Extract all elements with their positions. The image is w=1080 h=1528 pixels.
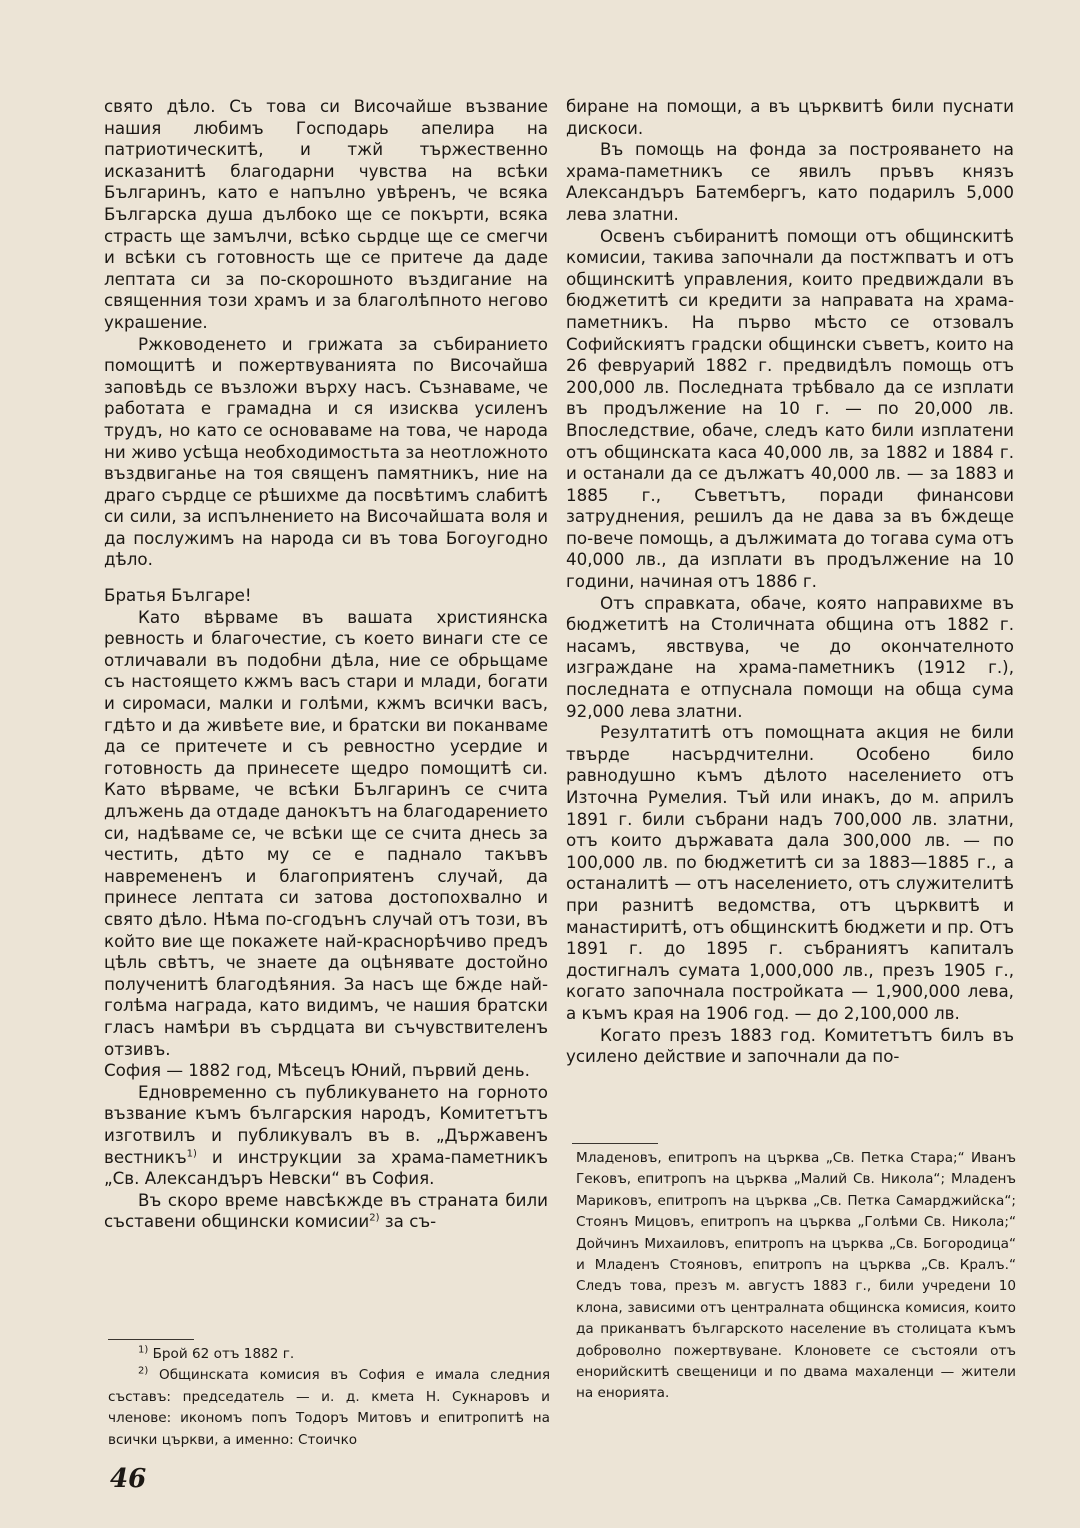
footnote-mark: 1) [138, 1344, 149, 1356]
paragraph: Освенъ събиранитѣ помощи отъ общинскитѣ комисии, такива започнали да постжпватъ и отъ общинскитѣ управления, които предвиждали въ бюджетитѣ си кредити за направата на храма-паметникъ. На първо мѣсто се отзовалъ Софийскиятъ градски общински съветъ, които на 26 февруарий 1882 г. предвидѣлъ помощь отъ 200,000 лв. Последната трѣбвало да се изплати въ продължение на 10 г. — по 20,000 лв. Впоследствие, обаче, следъ като били изплатени отъ общинската каса 40,000 лв, за 1882 и 1884 г. и останали да се дължатъ 40,000 лв. — за 1883 и 1885 г., Съветътъ, поради финансови затруднения, решилъ да не дава за въ бждеще по-вече помощь, а дължимата до тогава сума отъ 40,000 лв., да изплати въ продължение на 10 години, начиная отъ 1886 г. [566, 225, 1014, 592]
left-column [104, 96, 548, 1233]
footnote-mark: 2) [138, 1365, 149, 1377]
paragraph [104, 1082, 548, 1190]
footnote-ref: 1) [186, 1147, 197, 1159]
footnote [108, 1365, 550, 1451]
footnote-text: Брой 62 отъ 1882 г. [152, 1346, 295, 1362]
footnote-divider [572, 1143, 658, 1144]
text-run: Едновременно съ публикуването на горното възвание къмъ българския народъ, Комитетътъ изготвилъ и публикувалъ въ в. „Държавенъ вестникъ [104, 1081, 548, 1167]
paragraph: Отъ справката, обаче, която направихме въ бюджетитѣ на Столичната община отъ 1882 г. насамъ, явствува, че до окончателното изграждане на храма-паметникъ (1912 г.), последната е отпуснала помощи на обща сума 92,000 лева златни. [566, 592, 1014, 721]
paragraph: Когато презъ 1883 год. Комитетътъ билъ въ усилено действие и започнали да по- [566, 1024, 1014, 1067]
footnote-divider [108, 1339, 194, 1340]
footnote [108, 1344, 550, 1365]
text-run: и инструкции за храма-паметникъ „Св. Александъръ Невски“ въ София. [104, 1146, 548, 1189]
footnote-text: Общинската комисия въ София е имала следния съставъ: председатель — и. д. кмета Н. Сукнаровъ и членове: икономъ попъ Тодоръ Митовъ и епитропитѣ на всички църкви, а именно: Стоичко [108, 1367, 550, 1448]
paragraph: Като вѣрваме въ вашата християнска ревность и благочестие, съ което винаги сте се отличавали въ подобни дѣла, ние се обрьщаме съ настоящето кжмъ васъ стари и млади, богати и сиромаси, малки и голѣми, кжмъ всички васъ, гдѣто и да живѣете вие, и братски ви поканваме да се притечете и съ ревностно усердие и готовность да принесете щедро помощитѣ си. Като вѣрваме, че всѣки Българинъ се счита длъжень да отдаде данокътъ на благодарението си, надѣваме се, че всѣки ще се счита днесь за честить, дѣто му се е паднало такъвъ навремененъ и благоприятенъ случай, да принесе лептата си затова достопохвално и свято дѣло. Нѣма по-сгодънъ случай отъ този, въ който вие ще покажете най-краснорѣчиво предъ цѣль свѣтъ, че знаете да оцѣнявате достойно полученитѣ благодѣяния. За насъ ще бжде най-голѣма награда, като видимъ, че нашия братски гласъ намѣри въ сърдцата ви съчувствителенъ отзивъ. [104, 606, 548, 1059]
paragraph: биране на помощи, а въ църквитѣ били пуснати дискоси. [566, 96, 1014, 138]
paragraph: Въ помощь на фонда за построяването на храма-паметникъ се явилъ пръвъ князъ Александъръ Батембергъ, като подарилъ 5,000 лева златни. [566, 139, 1014, 224]
dateline: София — 1882 год, Мѣсецъ Юний, първий день. [104, 1060, 530, 1081]
text-run: Въ скоро време навсѣкжде въ страната били съставени общински комисии [104, 1189, 548, 1232]
paragraph: Резултатитѣ отъ помощната акция не били твърде насърдчителни. Особено било равнодушно къмъ дѣлото населението отъ Източна Румелия. Тъй или инакъ, до м. априлъ 1891 г. били събрани надъ 700,000 лв. златни, отъ които държавата дала 300,000 лв. — по 100,000 лв. по бюджетитѣ си за 1883—1885 г., а останалитѣ — отъ населението, отъ служителитѣ при разнитѣ ведомства, отъ църквитѣ и манастиритѣ, отъ общинскитѣ бюджети и пр. Отъ 1891 г. до 1895 г. събраниятъ капиталъ достигналъ сумата 1,000,000 лв., презъ 1905 г., когато започнала постройката — 1,900,000 лева, а къмъ края на 1906 год. — до 2,100,000 лв. [566, 722, 1014, 1023]
left-footnotes [108, 1344, 550, 1451]
paragraph [104, 1190, 548, 1233]
text-run: за съ- [379, 1211, 437, 1232]
greeting-heading: Братья Българе! [104, 585, 252, 606]
footnote-ref: 2) [369, 1212, 380, 1224]
footnote-continuation: Младеновъ, епитропъ на църква „Св. Петка Стара;“ Иванъ Гековъ, епитропъ на църква „Малий Св. Никола“; Младенъ Мариковъ, епитропъ на църква „Св. Петка Самарджийска“; Стоянъ Мицовъ, епитропъ на църква „Голѣми Св. Никола;“ Дойчинъ Михаиловъ, епитропъ на църква „Св. Богородица“ и Младенъ Стояновъ, епитропъ на църква „Св. Кралъ.“ Следъ това, презъ м. августъ 1883 г., били учредени 10 клона, зависими отъ централната общинска комисия, които да приканватъ българското население въ столицата къмъ доброволно пожертвуване. Клоновете се състояли отъ енорийскитѣ свещеници и по двама махаленци — жители на енорията. [576, 1150, 1016, 1402]
paragraph: Ржководенето и грижата за събиранието помощитѣ и пожертвуванията по Височайша заповѣдь се възложи върху насъ. Съзнаваме, че работата е грамадна и ся изисква усиленъ трудъ, но като се основаваме на това, че народа ни живо усѣща необходимостьта за неотложното въздвиганье на тоя священъ памятникъ, ние на драго сърдце се рѣшихме да посвѣтимъ слабитѣ си сили, за испълнението на Височайшата воля и да послужимъ на народа си въ това Богоугодно дѣло. [104, 333, 548, 570]
right-column [566, 96, 1014, 1068]
paragraph: свято дѣло. Съ това си Височайше възвание нашия любимъ Господарь апелира на патриотическитѣ, и тжй тържественно исказанитѣ благодарни чувства на всѣки Българинъ, като е напълно увѣренъ, че всяка Българска душа дълбоко ще се покърти, всяка страсть ще замълчи, всѣко сьрдце ще се смегчи и всѣки съ готовность ще се притече да даде лептата си за по-скорошното въздигание на священния този храмъ и за благолѣпното негово украшение. [104, 96, 548, 332]
page-number: 46 [110, 1464, 147, 1494]
right-footnotes [576, 1148, 1016, 1405]
